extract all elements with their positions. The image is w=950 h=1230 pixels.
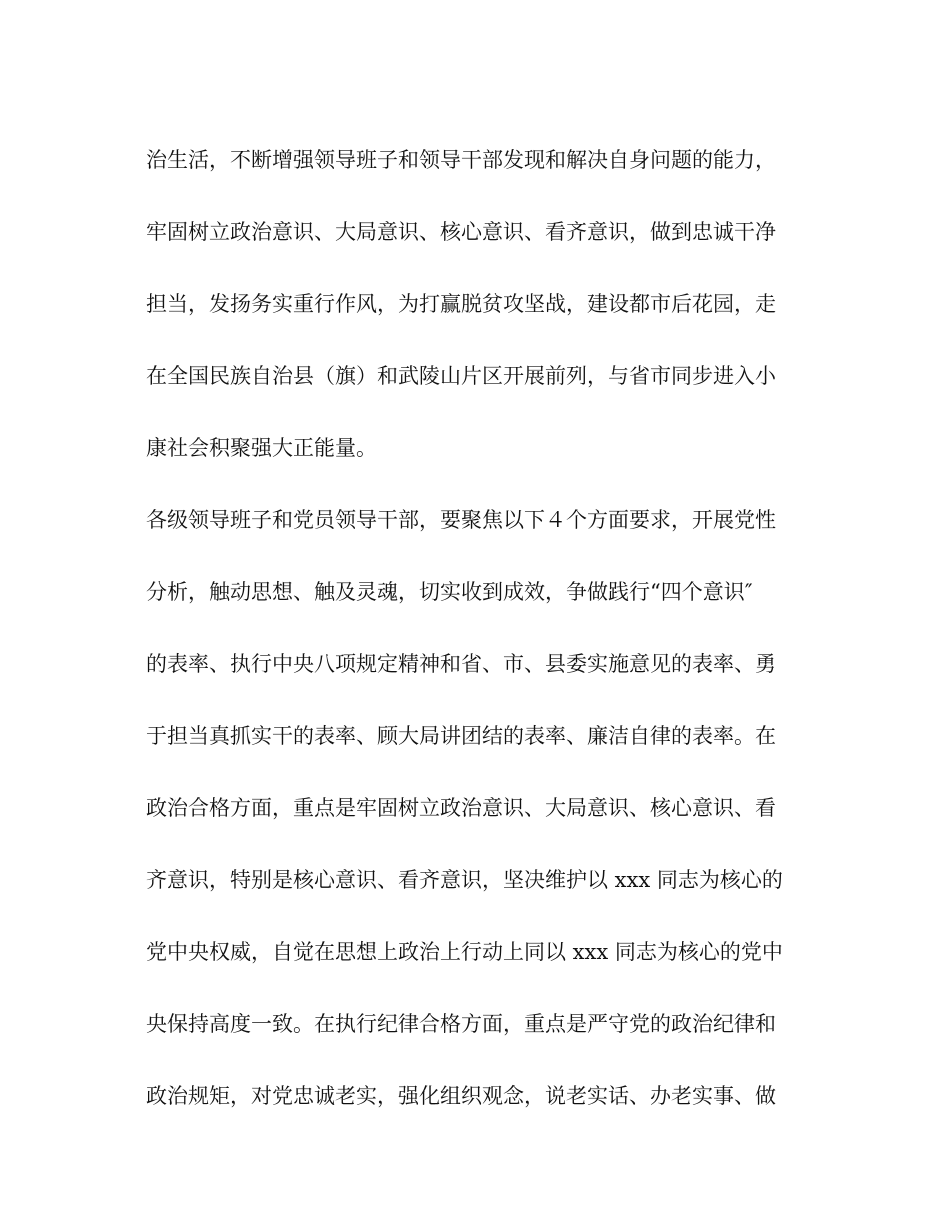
text-line: 分析，触动思想、触及灵魂，切实收到成效，争做践行“四个意识″ xyxy=(146,580,753,604)
text-line: 齐意识，特别是核心意识、看齐意识，坚决维护以 xxx 同志为核心的 xyxy=(146,868,783,892)
body-text xyxy=(146,124,806,1132)
text-line: 政治合格方面，重点是牢固树立政治意识、大局意识、核心意识、看 xyxy=(146,796,776,820)
text-line: 各级领导班子和党员领导干部，要聚焦以下４个方面要求，开展党性 xyxy=(146,508,776,532)
text-line: 党中央权威，自觉在思想上政治上行动上同以 xxx 同志为核心的党中 xyxy=(146,940,783,964)
text-line: 牢固树立政治意识、大局意识、核心意识、看齐意识，做到忠诚干净 xyxy=(146,220,776,244)
text-line: 政治规矩，对党忠诚老实，强化组织观念，说老实话、办老实事、做 xyxy=(146,1084,776,1108)
text-line: 担当，发扬务实重行作风，为打赢脱贫攻坚战，建设都市后花园，走 xyxy=(146,292,776,316)
text-line: 的表率、执行中央八项规定精神和省、市、县委实施意见的表率、勇 xyxy=(146,652,776,676)
text-line: 治生活，不断增强领导班子和领导干部发现和解决自身问题的能力， xyxy=(146,148,776,172)
text-line: 康社会积聚强大正能量。 xyxy=(146,436,377,460)
text-line: 于担当真抓实干的表率、顾大局讲团结的表率、廉洁自律的表率。在 xyxy=(146,724,776,748)
text-line: 央保持高度一致。在执行纪律合格方面，重点是严守党的政治纪律和 xyxy=(146,1012,776,1036)
text-line: 在全国民族自治县（旗）和武陵山片区开展前列，与省市同步进入小 xyxy=(146,364,776,388)
